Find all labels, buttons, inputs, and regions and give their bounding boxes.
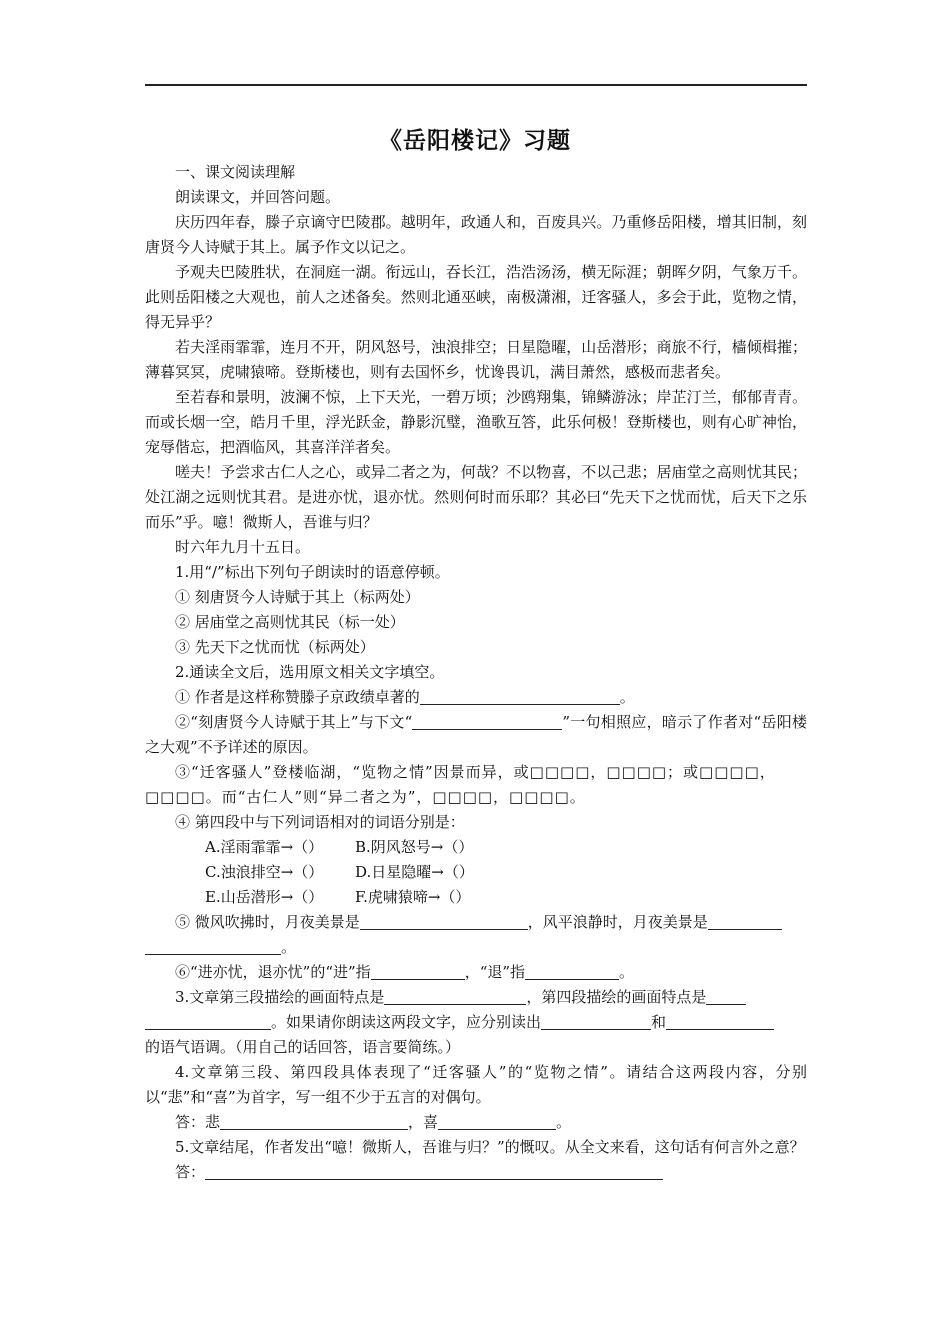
instruction: 朗读课文，并回答问题。 xyxy=(175,188,341,206)
passage-paragraph-1: 庆历四年春，滕子京谪守巴陵郡。越明年，政通人和，百废具兴。乃重修岳阳楼，增其旧制，刻唐贤今人诗赋于其上。属予作文以记之。 xyxy=(145,213,807,256)
word-pair: E.山岳潜形→（） xyxy=(205,888,324,906)
passage-paragraph-4: 至若春和景明，波澜不惊，上下天光，一碧万顷；沙鸥翔集，锦鳞游泳；岸芷汀兰，郁郁青青。而或长烟一空，皓月千里，浮光跃金，静影沉璧，渔歌互答，此乐何极！登斯楼也，则有心旷神怡，宠辱偕忘，把酒临风，其喜洋洋者矣。 xyxy=(145,388,807,456)
answer-blank[interactable] xyxy=(706,988,746,1005)
answer-blank[interactable] xyxy=(420,688,620,705)
word-pair: C.浊浪排空→（） xyxy=(205,863,324,881)
worksheet-body xyxy=(145,160,807,1185)
answer-blank[interactable] xyxy=(525,963,619,980)
answer-blank[interactable] xyxy=(666,1013,774,1030)
page-title: 《岳阳楼记》习题 xyxy=(379,127,571,154)
word-pair: D.日星隐曜→（） xyxy=(355,863,474,881)
word-pair: A.淫雨霏霏→（） xyxy=(205,838,324,856)
q2-item-4-stem: ④ 第四段中与下列词语相对的词语分别是： xyxy=(175,813,465,831)
q4-answer: 答：悲 ，喜 。 xyxy=(175,1113,572,1131)
q2-item-3-line-1: ③“迁客骚人”登楼临湖，“览物之情”因景而异，或□□□□，□□□□；或□□□□， xyxy=(175,763,776,781)
q5-answer: 答： xyxy=(145,1160,807,1185)
q2-item-4-row xyxy=(145,885,807,910)
answer-blank[interactable] xyxy=(360,913,528,930)
q1-item-2: ② 居庙堂之高则忧其民（标一处） xyxy=(175,613,405,631)
answer-blank[interactable] xyxy=(541,1013,651,1030)
q3-line-1: 3.文章第三段描绘的画面特点是 ，第四段描绘的画面特点是 xyxy=(145,985,807,1010)
q2-stem: 2.通读全文后，选用原文相关文字填空。 xyxy=(175,663,445,681)
answer-blank[interactable] xyxy=(145,938,281,955)
q3-line-3: 的语气语调。（用自己的话回答，语言要简练。） xyxy=(145,1038,461,1056)
answer-blank[interactable] xyxy=(438,1113,556,1130)
q2-item-6: ⑥“进亦忧，退亦忧”的“进”指 ，“退”指 。 xyxy=(175,963,635,981)
answer-blank[interactable] xyxy=(371,963,465,980)
q5-stem: 5.文章结尾，作者发出“噫！微斯人，吾谁与归？”的慨叹。从全文来看，这句话有何言外之意？ xyxy=(175,1138,805,1156)
q1-item-3: ③ 先天下之忧而忧（标两处） xyxy=(175,638,375,656)
q4-stem: 4.文章第三段、第四段具体表现了“迁客骚人”的“览物之情”。请结合这两段内容，分别以“悲”和“喜”为首字，写一组不少于五言的对偶句。 xyxy=(145,1063,807,1106)
q2-item-3-line-2: □□□□。而“古仁人”则“异二者之为”，□□□□，□□□□。 xyxy=(145,788,586,806)
passage-paragraph-3: 若夫淫雨霏霏，连月不开，阴风怒号，浊浪排空；日星隐曜，山岳潜形；商旅不行，樯倾楫摧；薄暮冥冥，虎啸猿啼。登斯楼也，则有去国怀乡，忧谗畏讥，满目萧然，感极而悲者矣。 xyxy=(145,338,807,381)
passage-paragraph-5: 嗟夫！予尝求古仁人之心，或异二者之为，何哉？不以物喜，不以己悲；居庙堂之高则忧其民；处江湖之远则忧其君。是进亦忧，退亦忧。然则何时而乐耶？其必曰“先天下之忧而忧，后天下之乐而乐”乎。噫！微斯人，吾谁与归？ xyxy=(145,463,807,531)
q2-item-4-row xyxy=(145,835,807,860)
q2-item-2: ②“刻唐贤今人诗赋于其上”与下文“ ”一句相照应，暗示了作者对“岳阳楼之大观”不予详述的原因。 xyxy=(145,713,807,756)
answer-blank[interactable] xyxy=(384,988,526,1005)
q2-item-1: ① 作者是这样称赞滕子京政绩卓著的 。 xyxy=(175,688,635,706)
answer-blank[interactable] xyxy=(145,1013,271,1030)
q2-item-1-text: ① 作者是这样称赞滕子京政绩卓著的 xyxy=(175,688,420,706)
q2-item-5-cont: 。 xyxy=(145,935,807,960)
q2-item-5: ⑤ 微风吹拂时，月夜美景是 ，风平浪静时，月夜美景是 xyxy=(145,910,807,935)
answer-blank[interactable] xyxy=(412,713,562,730)
section-heading: 一、课文阅读理解 xyxy=(175,163,296,181)
header-rule xyxy=(145,84,807,86)
answer-blank[interactable] xyxy=(220,1113,408,1130)
q2-item-4-row xyxy=(145,860,807,885)
answer-blank[interactable] xyxy=(205,1163,663,1180)
word-pair: F.虎啸猿啼→（） xyxy=(355,888,471,906)
passage-date: 时六年九月十五日。 xyxy=(175,538,311,556)
q1-item-1: ① 刻唐贤今人诗赋于其上（标两处） xyxy=(175,588,420,606)
q1-stem: 1.用“/”标出下列句子朗读时的语意停顿。 xyxy=(175,563,450,581)
passage-paragraph-2: 予观夫巴陵胜状，在洞庭一湖。衔远山，吞长江，浩浩汤汤，横无际涯；朝晖夕阴，气象万千。此则岳阳楼之大观也，前人之述备矣。然则北通巫峡，南极潇湘，迁客骚人，多会于此，览物之情，得无异乎？ xyxy=(145,263,807,331)
q3-line-2: 。如果请你朗读这两段文字，应分别读出 和 xyxy=(145,1010,807,1035)
answer-blank[interactable] xyxy=(708,913,782,930)
word-pair: B.阴风怒号→（） xyxy=(355,838,474,856)
